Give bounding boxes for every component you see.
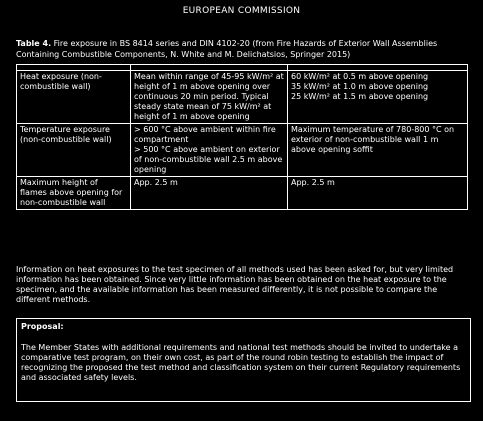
table-cell: Maximum height of flames above opening for non-combustible wall <box>17 177 131 210</box>
table-cell: Heat exposure (non-combustible wall) <box>17 71 131 124</box>
body-paragraph: Information on heat exposures to the test specimen of all methods used has been asked for, but very limited information has been obtained. Since very little information has been obtained on the heat exposure to the specimen, and the available information has been measured differently, it is not possible to compare the different methods. <box>16 265 454 304</box>
proposal-text: The Member States with additional requirements and national test methods should be invited to undertake a comparative test program, on their own cost, as part of the round robin testing to establish the impact of recognizing the proposed the test method and classification system on their current Regulatory requirements and associated safety levels. <box>21 343 461 382</box>
table-row-heat-exposure <box>17 71 468 124</box>
table-cell: App. 2.5 m <box>288 177 468 210</box>
table-cell: > 600 °C above ambient within fire compartment > 500 °C above ambient on exterior of non-combustible wall 2.5 m above opening <box>131 124 288 177</box>
table-cell: 60 kW/m² at 0.5 m above opening 35 kW/m² at 1.0 m above opening 25 kW/m² at 1.5 m above opening <box>288 71 468 124</box>
proposal-title: Proposal: <box>21 322 64 331</box>
table-caption-text: Fire exposure in BS 8414 series and DIN 4102-20 (from Fire Hazards of Exterior Wall Assemblies Containing Combustible Components, N. White and M. Delichatsios, Springer 2015) <box>16 39 438 59</box>
fire-exposure-table <box>16 64 468 210</box>
table-cell: App. 2.5 m <box>131 177 288 210</box>
table-cell: Temperature exposure (non-combustible wall) <box>17 124 131 177</box>
table-cell: Mean within range of 45-95 kW/m² at height of 1 m above opening over continuous 20 min period. Typical steady state mean of 75 kW/m² at height of 1 m above opening <box>131 71 288 124</box>
table-cell: Maximum temperature of 780-800 °C on exterior of non-combustible wall 1 m above opening soffit <box>288 124 468 177</box>
table-row-flame-height <box>17 177 468 210</box>
page-header: EUROPEAN COMMISSION <box>182 6 301 16</box>
table-caption-label: Table 4. <box>16 39 52 48</box>
proposal-box <box>16 318 471 402</box>
table-row-temperature-exposure <box>17 124 468 177</box>
table-caption <box>16 38 471 60</box>
